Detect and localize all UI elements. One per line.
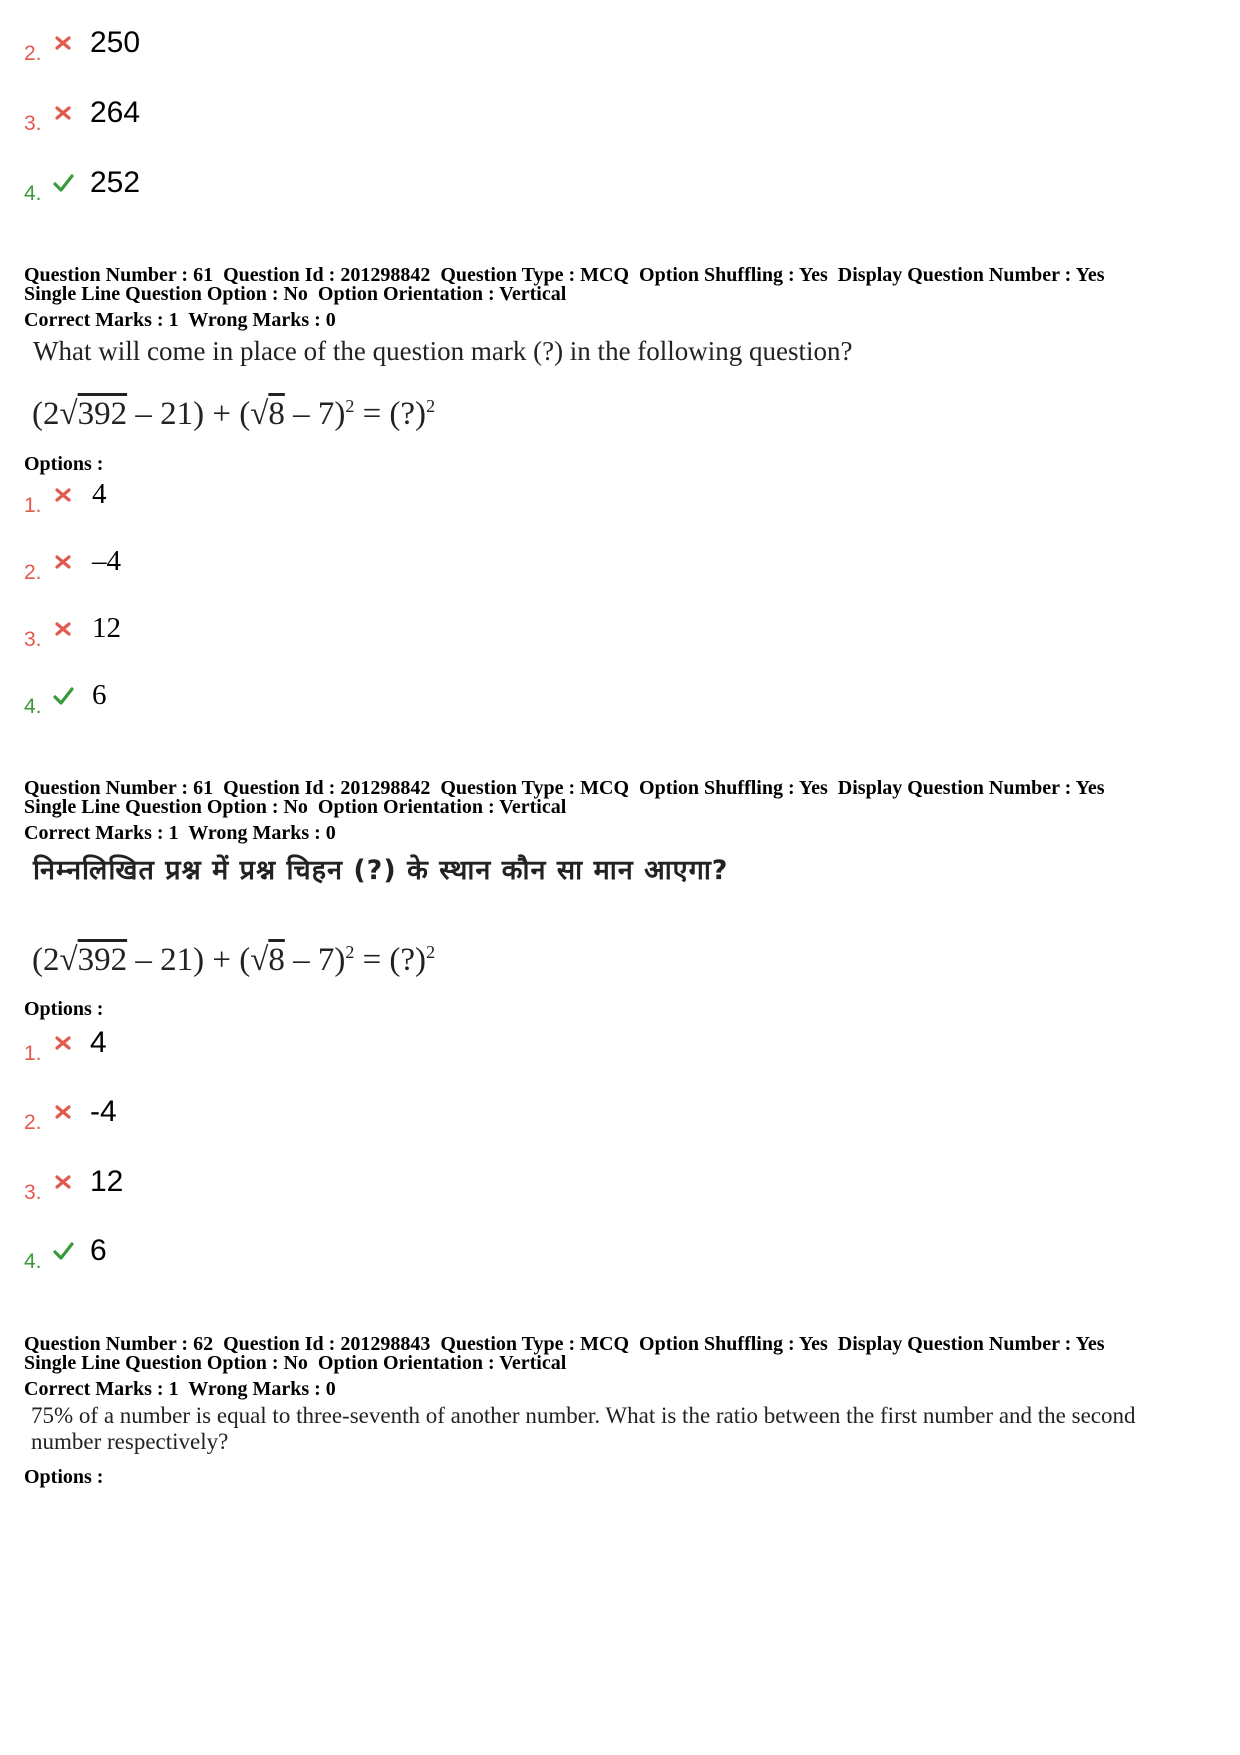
option-value: 12: [92, 612, 121, 644]
q61-en-meta-line3: Correct Marks : 1 Wrong Marks : 0: [24, 309, 336, 331]
q61-hi-meta-line1: Question Number : 61 Question Id : 201298842 Question Type : MCQ Option Shuffling : Yes Display Question Number : Yes: [24, 777, 1105, 799]
wrong-mark-icon: [52, 484, 74, 506]
formula-lead: (2√: [32, 942, 78, 978]
correct-check-icon: [52, 172, 74, 194]
correct-check-icon: [52, 1240, 74, 1262]
q61-en-meta-line2: Single Line Question Option : No Option Orientation : Vertical: [24, 283, 567, 305]
formula-mid: – 21) + (√: [127, 942, 269, 978]
formula-rhs-exponent: 2: [426, 396, 436, 416]
option-value: 4: [90, 1026, 107, 1059]
option-number: 4.: [24, 1250, 42, 1273]
formula-radicand-2: 8: [268, 942, 285, 978]
q62-meta-line1: Question Number : 62 Question Id : 201298843 Question Type : MCQ Option Shuffling : Yes Display Question Number : Yes: [24, 1333, 1105, 1355]
formula-tail: – 7): [284, 942, 346, 978]
wrong-mark-icon: [52, 551, 74, 573]
option-value: -4: [90, 1095, 117, 1128]
option-number: 3.: [24, 628, 42, 651]
top-option-4: [24, 166, 424, 206]
formula-radicand-1: 392: [77, 396, 128, 432]
q61-en-option-1: [24, 478, 424, 518]
top-option-3: [24, 96, 424, 136]
option-value: 4: [92, 478, 107, 510]
wrong-mark-icon: [52, 102, 74, 124]
q61-en-option-4: [24, 679, 424, 719]
option-value: 6: [92, 679, 107, 711]
q61-hi-question-text: निम्नलिखित प्रश्न में प्रश्न चिहन (?) के स्थान कौन सा मान आएगा?: [33, 855, 729, 886]
option-value: 252: [90, 166, 141, 199]
wrong-mark-icon: [52, 1101, 74, 1123]
q61-hi-meta-line3: Correct Marks : 1 Wrong Marks : 0: [24, 822, 336, 844]
correct-check-icon: [52, 685, 74, 707]
option-number: 3.: [24, 1181, 42, 1204]
q61-en-options-label: Options :: [24, 453, 104, 475]
option-value: –4: [92, 545, 121, 577]
q62-options-label: Options :: [24, 1466, 104, 1488]
option-value: 12: [90, 1165, 124, 1198]
option-number: 4.: [24, 695, 42, 718]
formula-rhs-exponent: 2: [426, 942, 436, 962]
q61-hi-option-3: [24, 1165, 424, 1205]
option-number: 1.: [24, 494, 42, 517]
top-option-2: [24, 26, 424, 66]
option-value: 6: [90, 1234, 107, 1267]
q61-hi-option-1: [24, 1026, 424, 1066]
option-value: 264: [90, 96, 141, 129]
option-number: 2.: [24, 1111, 42, 1134]
q61-hi-options-label: Options :: [24, 998, 104, 1020]
wrong-mark-icon: [52, 618, 74, 640]
q61-hi-meta-line2: Single Line Question Option : No Option Orientation : Vertical: [24, 796, 567, 818]
formula-mid: – 21) + (√: [127, 396, 269, 432]
option-number: 2.: [24, 42, 42, 65]
option-number: 2.: [24, 561, 42, 584]
q62-meta-line3: Correct Marks : 1 Wrong Marks : 0: [24, 1378, 336, 1400]
q61-hi-formula: [32, 942, 435, 979]
q61-en-option-2: [24, 545, 424, 585]
q61-en-option-3: [24, 612, 424, 652]
option-number: 1.: [24, 1042, 42, 1065]
option-number: 3.: [24, 112, 42, 135]
q61-hi-option-2: [24, 1095, 424, 1135]
q61-en-formula: [32, 396, 435, 433]
option-number: 4.: [24, 182, 42, 205]
q61-en-question-text: What will come in place of the question mark (?) in the following question?: [33, 336, 853, 366]
formula-rhs: = (?): [354, 942, 427, 978]
wrong-mark-icon: [52, 32, 74, 54]
formula-lead: (2√: [32, 396, 78, 432]
formula-rhs: = (?): [354, 396, 427, 432]
q62-question-line1: 75% of a number is equal to three-seventh of another number. What is the ratio between the first number and the second: [31, 1403, 1136, 1428]
formula-radicand-2: 8: [268, 396, 285, 432]
formula-radicand-1: 392: [77, 942, 128, 978]
option-value: 250: [90, 26, 141, 59]
q61-hi-option-4: [24, 1234, 424, 1274]
wrong-mark-icon: [52, 1032, 74, 1054]
q62-meta-line2: Single Line Question Option : No Option Orientation : Vertical: [24, 1352, 567, 1374]
q62-question-line2: number respectively?: [31, 1429, 229, 1454]
formula-exponent: 2: [345, 942, 355, 962]
formula-tail: – 7): [284, 396, 346, 432]
q61-en-meta-line1: Question Number : 61 Question Id : 201298842 Question Type : MCQ Option Shuffling : Yes Display Question Number : Yes: [24, 264, 1105, 286]
wrong-mark-icon: [52, 1171, 74, 1193]
formula-exponent: 2: [345, 396, 355, 416]
